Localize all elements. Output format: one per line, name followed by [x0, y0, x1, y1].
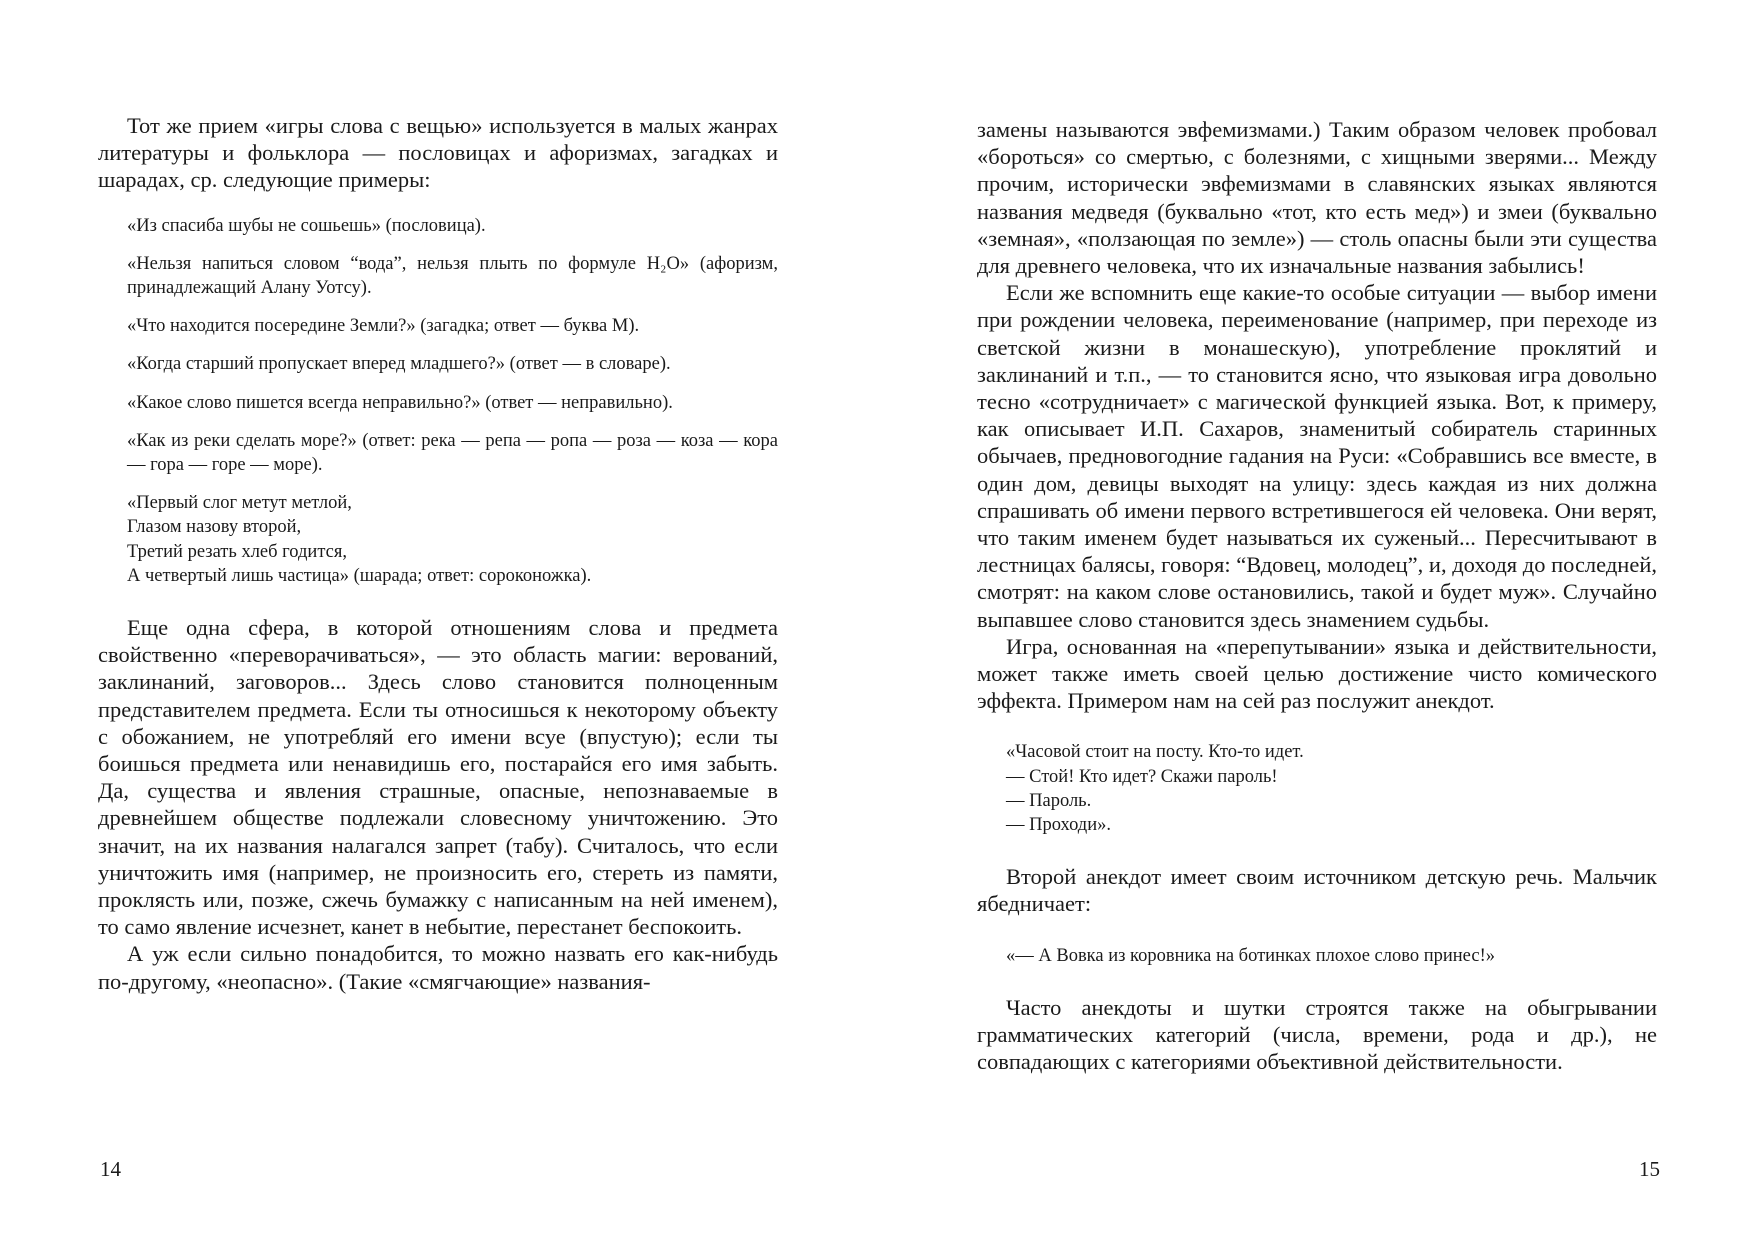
- anecdote-line: — Пароль.: [1006, 790, 1092, 811]
- comic-paragraph: Игра, основанная на «перепутывании» языка и действительности, может также иметь своей целью достижение чисто комического эффекта. Примером нам на сей раз послужит анекдот.: [977, 633, 1657, 714]
- page-number-right: 15: [1639, 1157, 1660, 1181]
- example-proverb: «Из спасиба шубы не сошьешь» (пословица).: [127, 215, 486, 236]
- child-quote-block: [977, 944, 1657, 968]
- right-page: [877, 0, 1754, 1240]
- rename-paragraph: А уж если сильно понадобится, то можно назвать его как-нибудь по-другому, «неопасно». (Такие «смягчающие» названия-: [98, 941, 778, 994]
- charade-line: Третий резать хлеб годится,: [127, 541, 347, 562]
- charade-line: А четвертый лишь частица» (шарада; ответ: сороконожка).: [127, 565, 592, 586]
- example-riddle-earth: «Что находится посередине Земли?» (загадка; ответ — буква М).: [127, 316, 640, 337]
- charade-line: Глазом назову второй,: [127, 517, 302, 538]
- child-speech-paragraph: Второй анекдот имеет своим источником детскую речь. Мальчик ябедничает:: [977, 864, 1657, 917]
- charade-line: «Первый слог метут метлой,: [127, 493, 352, 514]
- examples-list: [98, 214, 778, 588]
- anecdote-dialogue: [977, 740, 1657, 837]
- left-text-column: [98, 112, 778, 995]
- right-text-column: [977, 116, 1657, 1076]
- example-riddle-wrong: «Какое слово пишется всегда неправильно?» (ответ — неправильно).: [127, 392, 673, 413]
- anecdote-line: — Стой! Кто идет? Скажи пароль!: [1006, 766, 1278, 787]
- magic-paragraph: Еще одна сфера, в которой отношениям слова и предмета свойственно «переворачиваться», — это область магии: верований, заклинаний, заговоров... Здесь слово становится полноценным представителем предмета. Если ты относишься к некоторому объекту с обожанием, не употребляй его имени всуе (впустую); если ты боишься предмета или ненавидишь его, постарайся его имя забыть. Да, существа и явления страшные, опасные, непознаваемые в древнейшем обществе подлежали словесному уничтожению. Это значит, на их названия налагался запрет (табу). Считалось, что если уничтожить имя (например, не произносить его, стереть из памяти, проклясть или, позже, сжечь бумажку с написанным на ней именем), то само явление исчезнет, канет в небытие, перестанет беспокоить.: [98, 615, 778, 940]
- situations-paragraph: Если же вспомнить еще какие-то особые ситуации — выбор имени при рождении человека, переименование (например, при переходе из светской жизни в монашескую), употребление проклятий и заклинаний и т.п., — то становится ясно, что языковая игра довольно тесно «сотрудничает» с магической функцией языка. Вот, к примеру, как описывает И.П. Сахаров, знаменитый собиратель старинных обычаев, предновогодние гадания на Руси: «Собравшись все вместе, в один дом, девицы выходят на улицу: здесь каждая из них должна спрашивать об имени первого встретившегося ей человека. Они верят, что таким именем будет называться их суженый... Пересчитывают в лестницах балясы, говоря: “Вдовец, молодец”, и, доходя до последней, смотрят: на каком слове остановились, такой и будет муж». Случайно выпавшее слово становится здесь знамением судьбы.: [977, 280, 1657, 632]
- child-quote: «— А Вовка из коровника на ботинках плохое слово принес!»: [1006, 945, 1495, 966]
- example-aphorism: «Нельзя напиться словом “вода”, нельзя плыть по формуле H₂O» (афоризм, принадлежащий Алану Уотсу).: [127, 253, 778, 299]
- grammar-paragraph: Часто анекдоты и шутки строятся также на обыгрывании грамматических категорий (числа, времени, рода и др.), не совпадающих с категориями объективной действительности.: [977, 994, 1657, 1075]
- anecdote-line: — Проходи».: [1006, 815, 1111, 836]
- example-riddle-dictionary: «Когда старший пропускает вперед младшего?» (ответ — в словаре).: [127, 354, 671, 375]
- anecdote-line: «Часовой стоит на посту. Кто-то идет.: [1006, 742, 1304, 763]
- example-river-sea: «Как из реки сделать море?» (ответ: река — репа — ропа — роза — коза — кора — гора — горе — море).: [127, 430, 778, 476]
- euphemisms-paragraph: замены называются эвфемизмами.) Таким образом человек пробовал «бороться» со смертью, с болезнями, с хищными зверями... Между прочим, исторически эвфемизмами в славянских языках являются названия медведя (буквально «тот, кто есть мед») и змеи (буквально «земная», «ползающая по земле») — столь опасны были эти существа для древнего человека, что их изначальные названия забылись!: [977, 117, 1657, 279]
- intro-paragraph: Тот же прием «игры слова с вещью» используется в малых жанрах литературы и фольклора — пословицах и афоризмах, загадках и шарадах, ср. следующие примеры:: [98, 113, 778, 193]
- page-number-left: 14: [100, 1157, 121, 1181]
- charade-verse: [98, 491, 778, 588]
